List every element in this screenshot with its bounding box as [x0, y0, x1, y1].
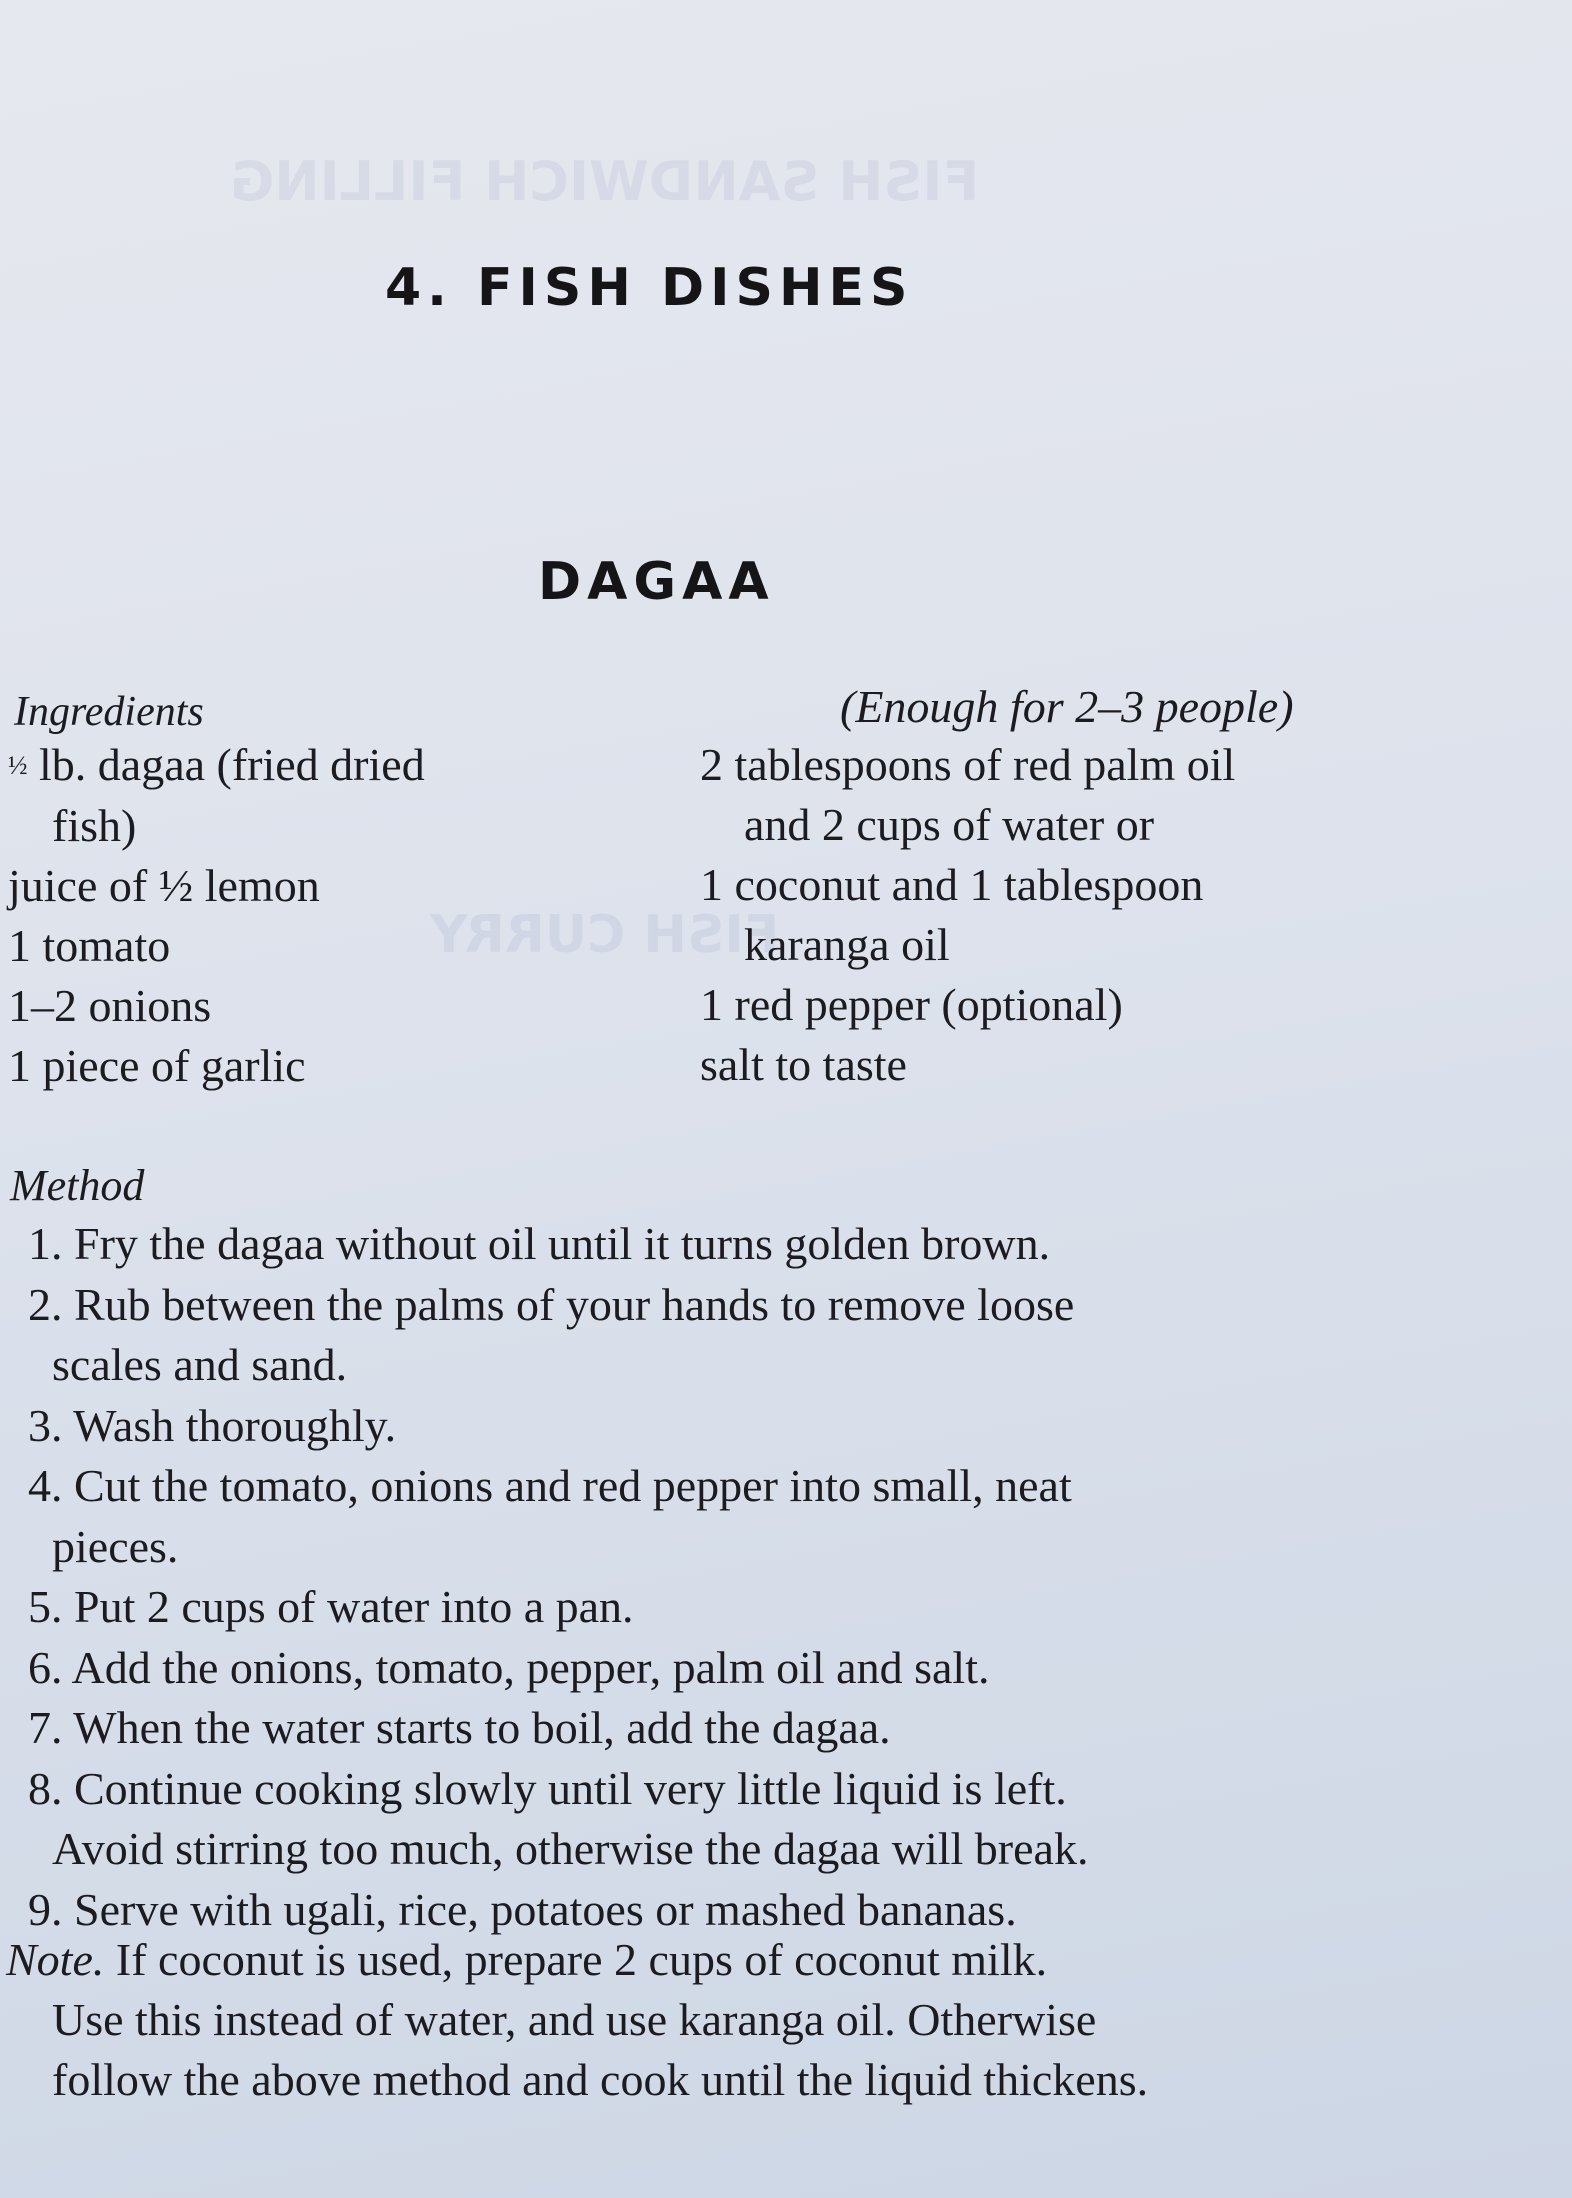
- note-label: Note.: [6, 1934, 105, 1985]
- method-step: 4. Cut the tomato, onions and red pepper into small, neat pieces.: [28, 1460, 1072, 1572]
- ingredient-item: fish): [52, 800, 137, 851]
- method-step: 5. Put 2 cups of water into a pan.: [28, 1581, 634, 1632]
- ingredient-item: 2 tablespoons of red palm oil: [700, 739, 1236, 790]
- ingredient-item: 1 piece of garlic: [8, 1040, 306, 1091]
- note-text: follow the above method and cook until the liquid thickens.: [52, 2054, 1149, 2105]
- method-step: 1. Fry the dagaa without oil until it turns golden brown.: [28, 1218, 1051, 1269]
- bleed-through-heading: FISH CURRY: [430, 905, 780, 965]
- ingredients-right-column: [700, 735, 1380, 1095]
- note-text: If coconut is used, prepare 2 cups of coconut milk.: [115, 1934, 1048, 1985]
- ingredients-left-column: [8, 735, 648, 1096]
- ingredient-item: 1 tomato: [8, 920, 171, 971]
- note-text: Use this instead of water, and use karanga oil. Otherwise: [52, 1994, 1097, 2045]
- serving-size: (Enough for 2–3 people): [840, 681, 1294, 732]
- method-step: 9. Serve with ugali, rice, potatoes or mashed bananas.: [28, 1883, 1017, 1935]
- method-step: 2. Rub between the palms of your hands to remove loose scales and sand.: [28, 1278, 1075, 1390]
- ingredient-item: and 2 cups of water or: [744, 799, 1155, 850]
- method-steps: [28, 1214, 1368, 1940]
- ingredient-item: karanga oil: [744, 919, 950, 970]
- ingredient-item: 1 red pepper (optional): [700, 979, 1123, 1030]
- recipe-title: DAGAA: [538, 552, 775, 612]
- method-step: 3. Wash thoroughly.: [28, 1399, 397, 1451]
- ingredient-item: 1 coconut and 1 tablespoon: [700, 859, 1204, 910]
- ingredient-item: 1–2 onions: [8, 980, 212, 1031]
- recipe-note: [6, 1930, 1366, 2110]
- ingredients-label: Ingredients: [14, 689, 204, 735]
- method-label: Method: [10, 1161, 145, 1210]
- chapter-title: 4. FISH DISHES: [385, 258, 914, 318]
- ingredient-item: juice of ½ lemon: [8, 860, 320, 911]
- method-step: 8. Continue cooking slowly until very little liquid is left. Avoid stirring too much, otherwise the dagaa will break.: [28, 1762, 1089, 1874]
- ingredient-item: salt to taste: [700, 1039, 907, 1090]
- bleed-through-heading: FISH SANDWICH FILLING: [230, 150, 980, 213]
- method-step: 7. When the water starts to boil, add the dagaa.: [28, 1702, 891, 1753]
- method-step: 6. Add the onions, tomato, pepper, palm oil and salt.: [28, 1641, 990, 1693]
- ingredient-item: ½ lb. dagaa (fried dried: [8, 739, 425, 790]
